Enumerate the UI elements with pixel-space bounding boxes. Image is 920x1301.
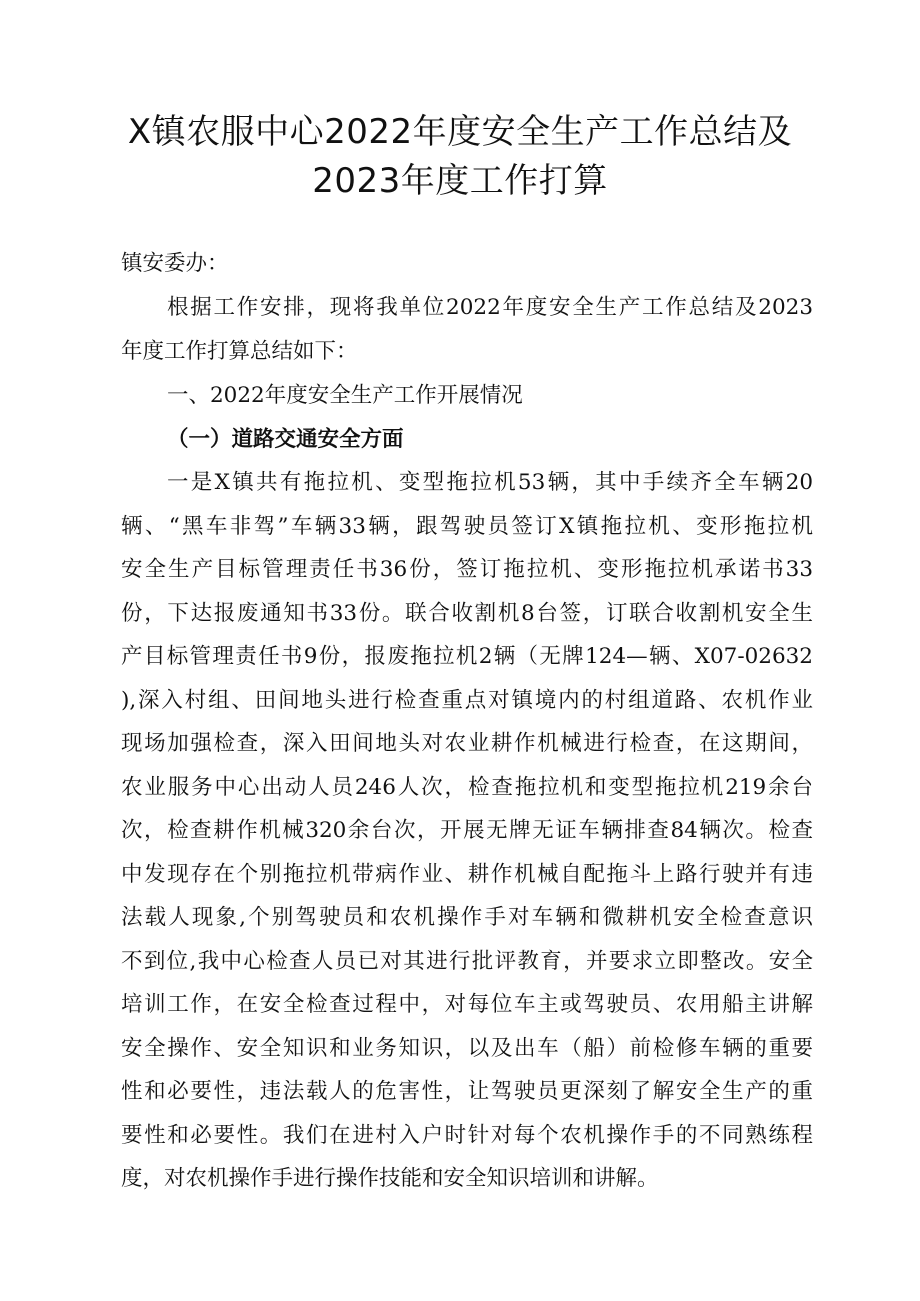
subsection-heading: （一）道路交通安全方面	[167, 427, 404, 452]
body-line: 不到位,我中心检查人员已对其进行批评教育，并要求立即整改。安全	[121, 949, 813, 974]
body-line: 安全生产目标管理责任书36份，签订拖拉机、变形拖拉机承诺书33	[121, 557, 813, 582]
section-heading: 一、2022年度安全生产工作开展情况	[167, 383, 523, 408]
body-line: 份，下达报废通知书33份。联合收割机8台签，订联合收割机安全生	[121, 601, 813, 626]
intro-line: 根据工作安排，现将我单位2022年度安全生产工作总结及2023	[167, 295, 813, 320]
salutation: 镇安委办：	[121, 251, 229, 276]
body-line: 法载人现象,个别驾驶员和农机操作手对车辆和微耕机安全检查意识	[121, 905, 813, 930]
body-line: 培训工作，在安全检查过程中，对每位车主或驾驶员、农用船主讲解	[121, 992, 813, 1017]
body-line: 中发现存在个别拖拉机带病作业、耕作机械自配拖斗上路行驶并有违	[121, 862, 813, 887]
body-line: 一是X镇共有拖拉机、变型拖拉机53辆，其中手续齐全车辆20	[167, 470, 813, 495]
body-line: 要性和必要性。我们在进村入户时针对每个农机操作手的不同熟练程	[121, 1123, 813, 1148]
document-title-line-2: 2023年度工作打算	[312, 161, 608, 201]
body-line: 次，检查耕作机械320余台次，开展无牌无证车辆排查84辆次。检查	[121, 818, 813, 843]
document-title-line-1: X镇农服中心2022年度安全生产工作总结及	[127, 112, 793, 152]
body-line: 安全操作、安全知识和业务知识，以及出车（船）前检修车辆的重要	[121, 1036, 813, 1061]
body-line: 度，对农机操作手进行操作技能和安全知识培训和讲解。	[121, 1166, 659, 1191]
body-line: 产目标管理责任书9份，报废拖拉机2辆（无牌124—辆、X07-02632	[121, 644, 813, 669]
intro-line: 年度工作打算总结如下：	[121, 339, 358, 364]
body-line: ),深入村组、田间地头进行检查重点对镇境内的村组道路、农机作业	[121, 688, 813, 713]
body-line: 农业服务中心出动人员246人次，检查拖拉机和变型拖拉机219余台	[121, 775, 813, 800]
body-line: 性和必要性，违法载人的危害性，让驾驶员更深刻了解安全生产的重	[121, 1079, 813, 1104]
body-line: 辆、“黑车非驾”车辆33辆，跟驾驶员签订X镇拖拉机、变形拖拉机	[121, 514, 813, 539]
body-line: 现场加强检查，深入田间地头对农业耕作机械进行检查，在这期间，	[121, 731, 813, 756]
